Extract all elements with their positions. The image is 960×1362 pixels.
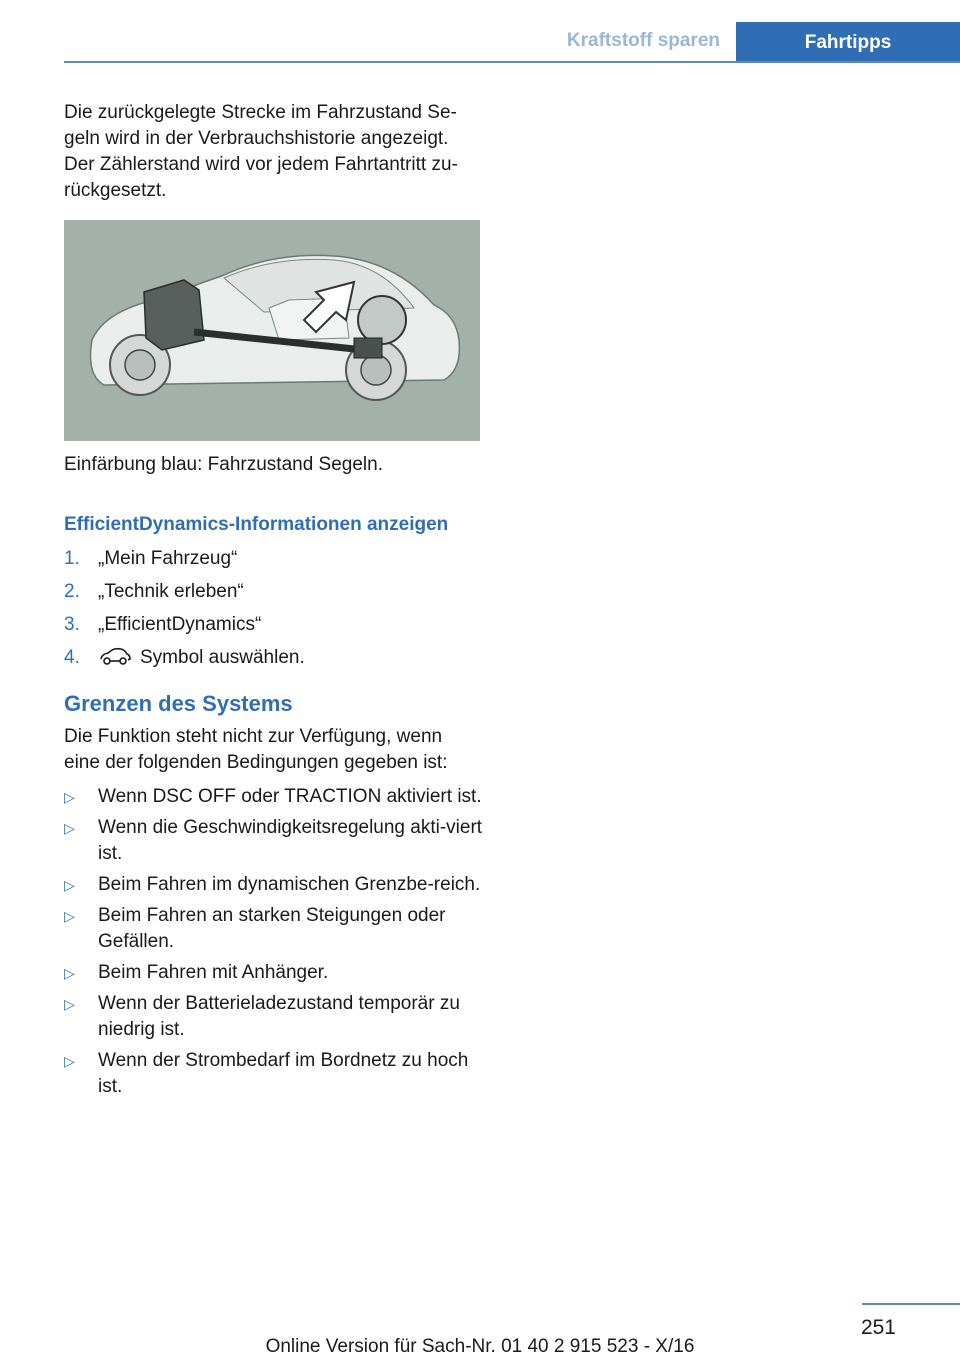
efficient-dynamics-heading: EfficientDynamics-Informationen anzeigen	[64, 514, 449, 535]
efficient-dynamics-steps	[64, 546, 482, 678]
step-item	[64, 546, 482, 579]
list-item-text: Wenn der Batterieladezustand temporär zu niedrig ist.	[98, 993, 460, 1040]
step-item	[64, 645, 482, 678]
section-title-limits: Grenzen des Systems	[64, 691, 293, 716]
intro-paragraph: Die zurückgelegte Strecke im Fahrzustand Se-geln wird in der Verbrauchshistorie angezeigt. Der Zählerstand wird vor jedem Fahrtantritt zu-rückgesetzt.	[64, 102, 458, 201]
page-number: 251	[860, 1316, 896, 1339]
step-number: 3.	[64, 614, 80, 635]
list-item-text: Beim Fahren mit Anhänger.	[98, 962, 329, 983]
list-item-text: Beim Fahren an starken Steigungen oder Gefällen.	[98, 905, 446, 952]
car-drivetrain-illustration	[64, 220, 480, 441]
step-text: Symbol auswählen.	[140, 647, 305, 668]
list-item-text: Wenn DSC OFF oder TRACTION aktiviert ist.	[98, 786, 482, 807]
step-number: 4.	[64, 647, 80, 668]
step-number: 2.	[64, 581, 80, 602]
triangle-bullet-icon: ▷	[64, 877, 75, 893]
step-text: „Technik erleben“	[98, 581, 244, 602]
triangle-bullet-icon: ▷	[64, 908, 75, 924]
step-text: „Mein Fahrzeug“	[98, 548, 238, 569]
step-text: „EfficientDynamics“	[98, 614, 262, 635]
header-chapter-tab[interactable]: Fahrtipps	[736, 22, 960, 63]
figure-caption: Einfärbung blau: Fahrzustand Segeln.	[64, 454, 383, 475]
list-item-text: Wenn die Geschwindigkeitsregelung akti-viert ist.	[98, 817, 483, 864]
list-item	[64, 991, 484, 1043]
list-item	[64, 784, 484, 810]
list-item	[64, 1048, 484, 1100]
list-item	[64, 872, 484, 898]
header-divider	[64, 61, 960, 63]
triangle-bullet-icon: ▷	[64, 820, 75, 836]
page-number-divider	[862, 1303, 960, 1305]
list-item	[64, 815, 484, 867]
triangle-bullet-icon: ▷	[64, 965, 75, 981]
triangle-bullet-icon: ▷	[64, 996, 75, 1012]
list-item-text: Wenn der Strombedarf im Bordnetz zu hoch ist.	[98, 1050, 469, 1097]
car-icon	[98, 647, 132, 675]
list-item	[64, 903, 484, 955]
list-item	[64, 960, 484, 986]
car-drivetrain-figure	[64, 220, 480, 441]
intro-block	[64, 100, 482, 204]
limits-list	[64, 784, 484, 1105]
footer-text: Online Version für Sach-Nr. 01 40 2 915 523 - X/16	[265, 1336, 695, 1357]
step-item	[64, 612, 482, 645]
step-number: 1.	[64, 548, 80, 569]
limits-intro: Die Funktion steht nicht zur Verfügung, wenn eine der folgenden Bedingungen gegeben ist:	[64, 726, 448, 773]
header-section-title: Kraftstoff sparen	[566, 30, 720, 51]
page-header	[0, 0, 960, 64]
step-item	[64, 579, 482, 612]
triangle-bullet-icon: ▷	[64, 1053, 75, 1069]
list-item-text: Beim Fahren im dynamischen Grenzbe-reich.	[98, 874, 481, 895]
triangle-bullet-icon: ▷	[64, 789, 75, 805]
